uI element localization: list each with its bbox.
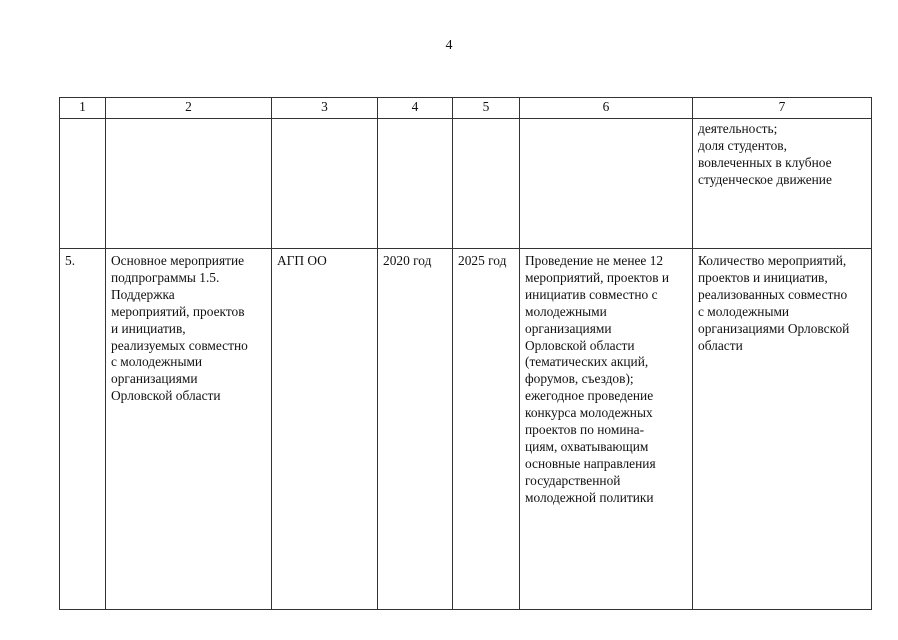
column-header-3: 3 (272, 98, 378, 119)
column-header-5: 5 (453, 98, 520, 119)
program-table (59, 97, 872, 610)
activity-name-cell: Основное мероприятие подпрограммы 1.5. Поддержка мероприятий, проектов и инициатив, реализуемых совместно с молодежными организациями Орловской области (106, 249, 272, 610)
indicator-cell: деятельность; доля студентов, вовлеченных в клубное студенческое движение (693, 119, 872, 249)
start-year-cell: 2020 год (378, 249, 453, 610)
expected-result-cell: Проведение не менее 12 мероприятий, проектов и инициатив совместно с молодежными организациями Орловской области (тематических акций, форумов, съездов); ежегодное проведение конкурса молодежных проектов по номина- циям, охватывающим основные направления государственной молодежной политики (520, 249, 693, 610)
column-header-6: 6 (520, 98, 693, 119)
row-number-cell: 5. (60, 249, 106, 610)
table-cell (60, 119, 106, 249)
executor-cell: АГП ОО (272, 249, 378, 610)
table-cell (520, 119, 693, 249)
table-cell (106, 119, 272, 249)
column-header-1: 1 (60, 98, 106, 119)
column-header-2: 2 (106, 98, 272, 119)
table-cell (272, 119, 378, 249)
indicator-cell: Количество мероприятий, проектов и инициатив, реализованных совместно с молодежными организациями Орловской области (693, 249, 872, 610)
column-header-7: 7 (693, 98, 872, 119)
header-row (60, 98, 872, 119)
column-header-4: 4 (378, 98, 453, 119)
table-row (60, 119, 872, 249)
end-year-cell: 2025 год (453, 249, 520, 610)
table-cell (378, 119, 453, 249)
table-row (60, 249, 872, 610)
page-number: 4 (445, 38, 453, 53)
table-cell (453, 119, 520, 249)
